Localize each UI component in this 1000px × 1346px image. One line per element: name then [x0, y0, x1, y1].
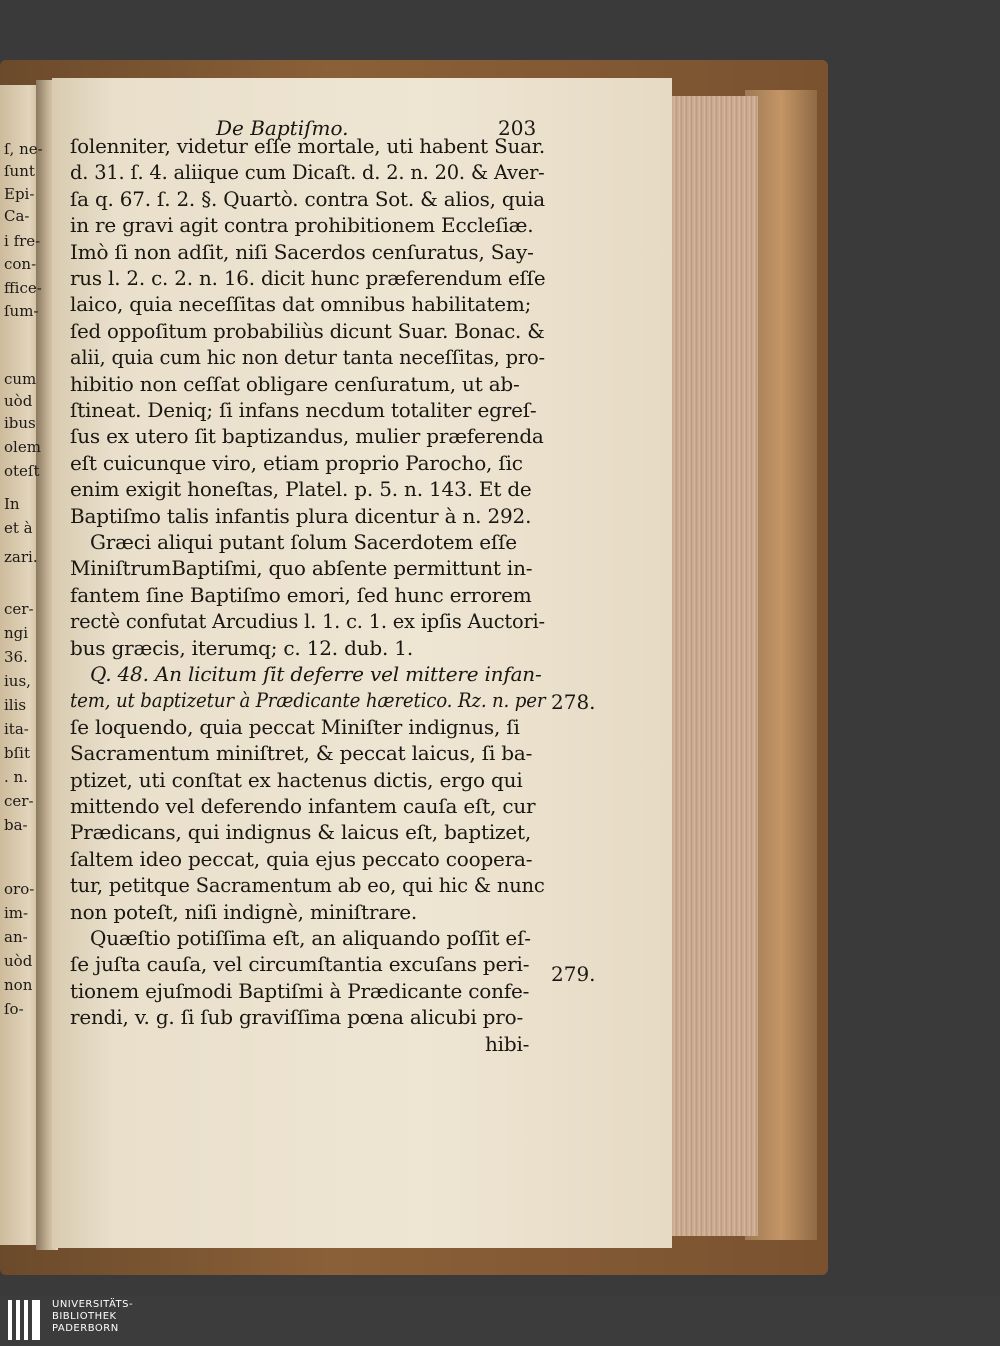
- text-line: ſe juſta cauſa, vel circumſtantia excuſans peri-: [70, 952, 530, 976]
- text-line: tionem ejuſmodi Baptiſmi à Prædicante confe-: [70, 979, 530, 1003]
- text-line: tem, ut baptizetur à Prædicante hæretico. Rz. n. per: [70, 688, 546, 712]
- left-page-fragment: non: [4, 976, 33, 994]
- logo-text-line: BIBLIOTHEK: [52, 1311, 117, 1322]
- margin-number: 278.: [551, 690, 596, 714]
- left-page-fragment: cer-: [4, 600, 34, 618]
- text-line: Prædicans, qui indignus & laicus eſt, baptizet,: [70, 820, 532, 844]
- text-line: non poteſt, niſi indignè, miniſtrare.: [70, 900, 418, 924]
- text-line: d. 31. ſ. 4. aliique cum Dicaſt. d. 2. n. 20. & Aver-: [70, 160, 545, 184]
- running-title: De Baptiſmo.: [216, 116, 349, 140]
- text-line: mittendo vel deferendo infantem cauſa eſt, cur: [70, 794, 536, 818]
- text-line: Q. 48. An licitum ſit deferre vel mittere infan-: [90, 662, 542, 686]
- left-page-fragment: ſunt: [4, 162, 35, 180]
- left-page-fragment: ſ, ne-: [4, 140, 43, 158]
- text-line: enim exigit honeſtas, Platel. p. 5. n. 143. Et de: [70, 477, 532, 501]
- left-page-fragment: Ca-: [4, 207, 30, 225]
- left-page-fragment: zari.: [4, 548, 38, 566]
- left-page-fragment: Epi-: [4, 185, 35, 203]
- footer-bar: [0, 1296, 1000, 1346]
- library-logo-icon: [8, 1300, 44, 1340]
- margin-number: 279.: [551, 962, 596, 986]
- text-line: Græci aliqui putant ſolum Sacerdotem eſſe: [90, 530, 517, 554]
- left-page-fragment: oteſt: [4, 462, 40, 480]
- left-page-fragment: cer-: [4, 792, 34, 810]
- text-line: rus l. 2. c. 2. n. 16. dicit hunc præferendum eſſe: [70, 266, 546, 290]
- text-line: ſed oppoſitum probabiliùs dicunt Suar. Bonac. &: [70, 319, 545, 343]
- text-line: ptizet, uti conſtat ex hactenus dictis, ergo qui: [70, 768, 523, 792]
- left-page-fragment: ibus: [4, 414, 36, 432]
- text-line: ſtineat. Deniq; ſi infans necdum totaliter egreſ-: [70, 398, 537, 422]
- text-line: Imò ſi non adſit, niſi Sacerdos cenſuratus, Say-: [70, 240, 534, 264]
- text-line: tur, petitque Sacramentum ab eo, qui hic & nunc: [70, 873, 545, 897]
- left-page-fragment: ilis: [4, 696, 27, 714]
- text-line: ſolenniter, videtur eſſe mortale, uti habent Suar.: [70, 134, 546, 158]
- text-line: rectè confutat Arcudius l. 1. c. 1. ex ipſis Auctori-: [70, 609, 545, 633]
- left-page-fragment: oro-: [4, 880, 35, 898]
- left-page-fragment: et à: [4, 519, 33, 537]
- left-page-fragment: ffice-: [4, 279, 42, 297]
- text-line: Quæſtio potiſſima eſt, an aliquando poſſit eſ-: [90, 926, 531, 950]
- text-line: eſt cuicunque viro, etiam proprio Parocho, ſic: [70, 451, 523, 475]
- logo-text-line: PADERBORN: [52, 1323, 119, 1334]
- text-line: ſaltem ideo peccat, quia ejus peccato coopera-: [70, 847, 533, 871]
- text-line: MiniſtrumBaptiſmi, quo abſente permittunt in-: [70, 556, 533, 580]
- text-line: alii, quia cum hic non detur tanta neceſſitas, pro-: [70, 345, 545, 369]
- text-line: ſe loquendo, quia peccat Miniſter indignus, ſi: [70, 715, 520, 739]
- left-page-fragment: . n.: [4, 768, 28, 786]
- text-line: hibi-: [485, 1032, 530, 1056]
- text-line: bus græcis, iterumq; c. 12. dub. 1.: [70, 636, 413, 660]
- text-line: hibitio non ceſſat obligare cenſuratum, ut ab-: [70, 372, 520, 396]
- text-line: laico, quia neceſſitas dat omnibus habilitatem;: [70, 292, 532, 316]
- left-page-fragment: 36.: [4, 648, 28, 666]
- left-page-fragment: i fre-: [4, 232, 41, 250]
- text-line: rendi, v. g. ſi ſub graviſſima pœna alicubi pro-: [70, 1005, 524, 1029]
- text-line: ſa q. 67. ſ. 2. §. Quartò. contra Sot. & alios, quia: [70, 187, 545, 211]
- left-page-fragment: olem: [4, 438, 41, 456]
- text-line: Sacramentum miniſtret, & peccat laicus, ſi ba-: [70, 741, 533, 765]
- left-page-fragment: uòd: [4, 952, 33, 970]
- left-page-fragment: In: [4, 495, 20, 513]
- left-page-fragment: ſo-: [4, 1000, 24, 1018]
- page-number: 203: [498, 116, 537, 140]
- left-page-fragment: ngi: [4, 624, 29, 642]
- left-page-fragment: bſit: [4, 744, 30, 762]
- text-line: Baptiſmo talis infantis plura dicentur à n. 292.: [70, 504, 532, 528]
- left-page-fragment: im-: [4, 904, 29, 922]
- left-page-fragment: con-: [4, 255, 37, 273]
- text-line: in re gravi agit contra prohibitionem Eccleſiæ.: [70, 213, 534, 237]
- left-page-fragment: ius,: [4, 672, 31, 690]
- left-page-fragment: ita-: [4, 720, 29, 738]
- left-page-fragment: cum: [4, 370, 37, 388]
- left-page-fragment: an-: [4, 928, 28, 946]
- text-line: ſus ex utero ſit baptizandus, mulier præferenda: [70, 424, 544, 448]
- left-page-fragment: ba-: [4, 816, 28, 834]
- text-line: fantem ſine Baptiſmo emori, ſed hunc errorem: [70, 583, 532, 607]
- logo-text-line: UNIVERSITÄTS-: [52, 1299, 134, 1310]
- left-page-fragment: uòd: [4, 392, 33, 410]
- left-page-fragment: ſum-: [4, 302, 39, 320]
